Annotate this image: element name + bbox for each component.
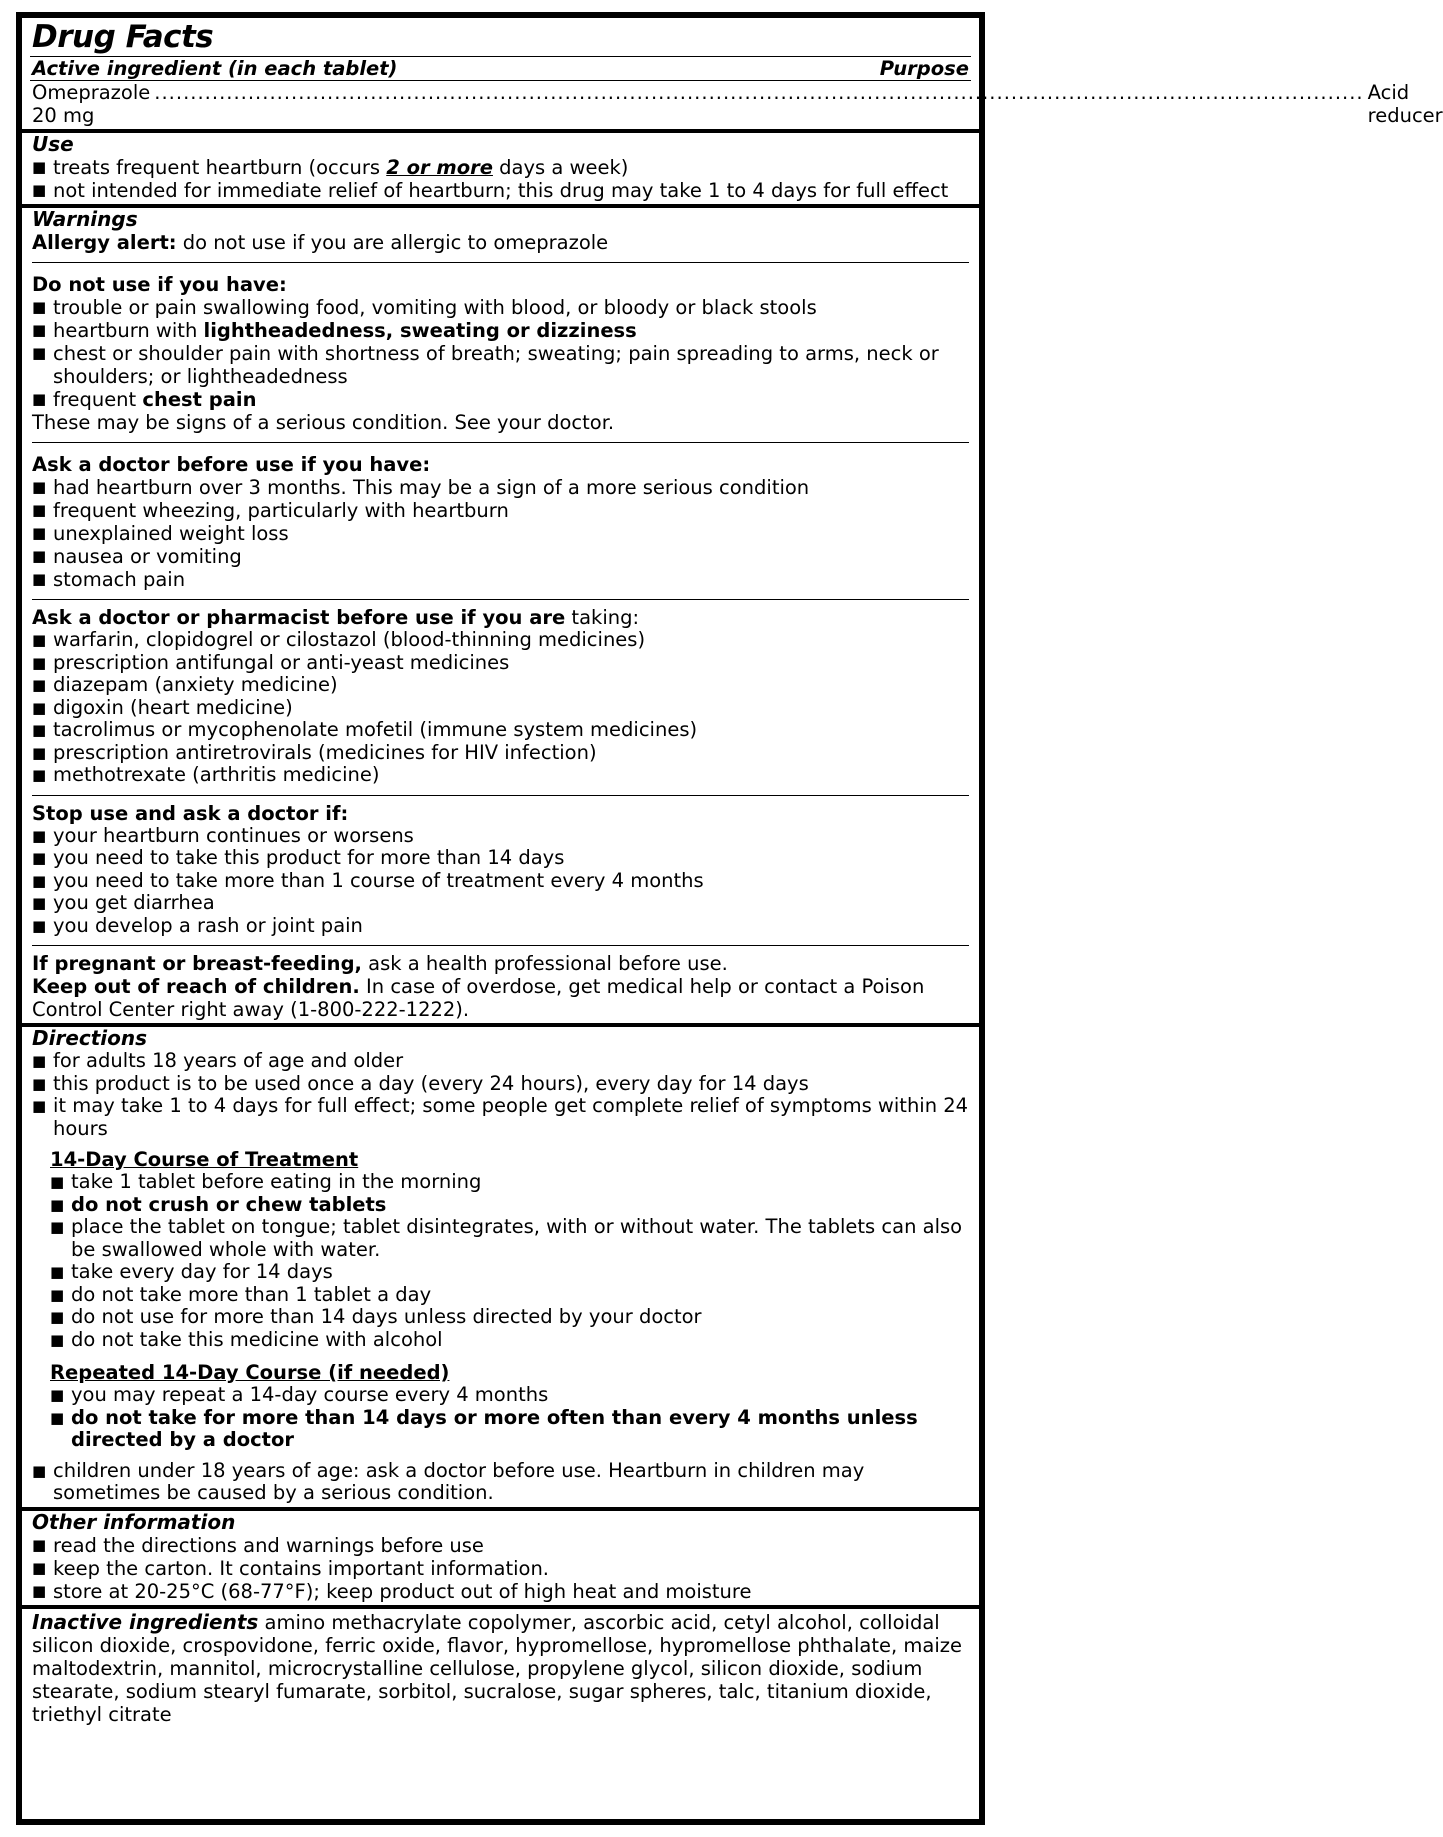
- active-row: [32, 81, 1443, 127]
- list-item: ■ prescription antiretrovirals (medicines for HIV infection): [32, 742, 969, 765]
- serious-condition-note: These may be signs of a serious condition. See your doctor.: [32, 411, 615, 434]
- list-item: ■ warfarin, clopidogrel or cilostazol (blood-thinning medicines): [32, 629, 969, 652]
- list-item: ■ it may take 1 to 4 days for full effect; some people get complete relief of symptoms within 24 hours: [32, 1095, 969, 1140]
- warnings-heading: Warnings: [32, 207, 138, 231]
- list-item: ■ methotrexate (arthritis medicine): [32, 764, 969, 787]
- repeat-course-list: [50, 1384, 969, 1452]
- ask-doctor-list: [32, 476, 969, 591]
- directions-heading: Directions: [32, 1026, 148, 1050]
- course-heading: 14-Day Course of Treatment: [50, 1148, 359, 1171]
- dot-leader: ........................................................................................................................................................................: [154, 81, 1364, 104]
- ask-pharmacist-heading: Ask a doctor or pharmacist before use if you are taking:: [32, 606, 640, 629]
- list-item: ■ nausea or vomiting: [32, 545, 969, 568]
- do-not-use-heading: Do not use if you have:: [32, 273, 287, 296]
- ask-doctor-heading: Ask a doctor before use if you have:: [32, 453, 431, 476]
- list-item: ■ tacrolimus or mycophenolate mofetil (immune system medicines): [32, 719, 969, 742]
- page-title: Drug Facts: [32, 19, 214, 55]
- list-item: ■ prescription antifungal or anti-yeast medicines: [32, 652, 969, 675]
- children-directions: [32, 1460, 969, 1505]
- list-item: ■ had heartburn over 3 months. This may be a sign of a more serious condition: [32, 476, 969, 499]
- purpose-value: Acid reducer: [1367, 81, 1443, 127]
- divider: [32, 262, 969, 263]
- list-item: ■ your heartburn continues or worsens: [32, 825, 969, 848]
- active-ingredient: Omeprazole 20 mg: [32, 81, 151, 127]
- ask-pharmacist-list: [32, 629, 969, 787]
- list-item: ■ frequent wheezing, particularly with heartburn: [32, 499, 969, 522]
- do-not-use-list: [32, 296, 969, 411]
- inactive-text: amino methacrylate copolymer, ascorbic acid, cetyl alcohol, colloidal silicon dioxide, crospovidone, ferric oxide, flavor, hypromellose, hypromellose phthalate, maize maltodextrin, mannitol, microcrystalline cellulose, propylene glycol, silicon dioxide, sodium stearate, sodium stearyl fumarate, sorbitol, sucralose, sugar spheres, talc, titanium dioxide, triethyl citrate: [32, 1610, 962, 1726]
- drug-facts-panel: [16, 12, 1443, 1825]
- stop-use-heading: Stop use and ask a doctor if:: [32, 801, 349, 825]
- list-item: ■ heartburn with lightheadedness, sweating or dizziness: [32, 319, 969, 342]
- list-item: ■ trouble or pain swallowing food, vomiting with blood, or bloody or black stools: [32, 296, 969, 319]
- divider: [32, 599, 969, 600]
- list-item: ■ unexplained weight loss: [32, 522, 969, 545]
- list-item: ■ do not take this medicine with alcohol: [50, 1329, 969, 1352]
- inactive-heading: Inactive ingredients: [32, 1609, 259, 1634]
- directions-list: [32, 1050, 969, 1140]
- purpose-heading: Purpose: [879, 57, 969, 80]
- list-item: ■ you get diarrhea: [32, 892, 969, 915]
- list-item: ■ children under 18 years of age: ask a doctor before use. Heartburn in children may sometimes be caused by a serious condition.: [32, 1460, 969, 1505]
- list-item: ■ chest or shoulder pain with shortness of breath; sweating; pain spreading to arms, neck or shoulders; or lightheadedness: [32, 342, 969, 388]
- divider: [32, 945, 969, 946]
- list-item: ■ digoxin (heart medicine): [32, 697, 969, 720]
- list-item: ■ do not take for more than 14 days or more often than every 4 months unless directed by a doctor: [50, 1407, 969, 1452]
- list-item: ■ do not crush or chew tablets: [50, 1194, 969, 1217]
- pregnancy-warning: If pregnant or breast-feeding, ask a health professional before use.: [32, 952, 728, 975]
- list-item: ■ diazepam (anxiety medicine): [32, 674, 969, 697]
- list-item: ■ treats frequent heartburn (occurs 2 or more days a week): [32, 156, 969, 179]
- active-header: [32, 57, 969, 80]
- list-item: ■ store at 20-25°C (68-77°F); keep product out of high heat and moisture: [32, 1580, 969, 1603]
- use-list: [32, 156, 969, 202]
- divider: [32, 795, 969, 796]
- list-item: ■ you may repeat a 14-day course every 4 months: [50, 1384, 969, 1407]
- list-item: ■ not intended for immediate relief of heartburn; this drug may take 1 to 4 days for full effect: [32, 179, 969, 202]
- children-warning: Keep out of reach of children. In case of overdose, get medical help or contact a Poison Control Center right away (1-800-222-1222).: [32, 975, 925, 1021]
- list-item: ■ you need to take more than 1 course of treatment every 4 months: [32, 870, 969, 893]
- list-item: ■ you develop a rash or joint pain: [32, 915, 969, 938]
- course-list: [50, 1171, 969, 1351]
- other-info-heading: Other information: [32, 1509, 236, 1534]
- list-item: ■ read the directions and warnings before use: [32, 1534, 969, 1557]
- list-item: ■ this product is to be used once a day (every 24 hours), every day for 14 days: [32, 1073, 969, 1096]
- active-ingredient-heading: Active ingredient (in each tablet): [32, 57, 398, 80]
- list-item: ■ keep the carton. It contains important information.: [32, 1557, 969, 1580]
- inactive-ingredients: [32, 1609, 969, 1726]
- list-item: ■ frequent chest pain: [32, 388, 969, 411]
- list-item: ■ take 1 tablet before eating in the morning: [50, 1171, 969, 1194]
- list-item: ■ place the tablet on tongue; tablet disintegrates, with or without water. The tablets can also be swallowed whole with water.: [50, 1216, 969, 1261]
- course-block: [50, 1148, 969, 1452]
- list-item: ■ you need to take this product for more than 14 days: [32, 847, 969, 870]
- allergy-alert: Allergy alert: do not use if you are allergic to omeprazole: [32, 231, 609, 254]
- use-heading: Use: [32, 132, 74, 156]
- stop-use-list: [32, 825, 969, 938]
- list-item: ■ do not use for more than 14 days unless directed by your doctor: [50, 1306, 969, 1329]
- list-item: ■ take every day for 14 days: [50, 1261, 969, 1284]
- divider: [32, 442, 969, 443]
- list-item: ■ do not take more than 1 tablet a day: [50, 1284, 969, 1307]
- list-item: ■ stomach pain: [32, 568, 969, 591]
- repeat-course-heading: Repeated 14-Day Course (if needed): [50, 1361, 450, 1384]
- list-item: ■ for adults 18 years of age and older: [32, 1050, 969, 1073]
- other-info-list: [32, 1534, 969, 1603]
- frequency-emphasis: 2 or more: [386, 156, 493, 179]
